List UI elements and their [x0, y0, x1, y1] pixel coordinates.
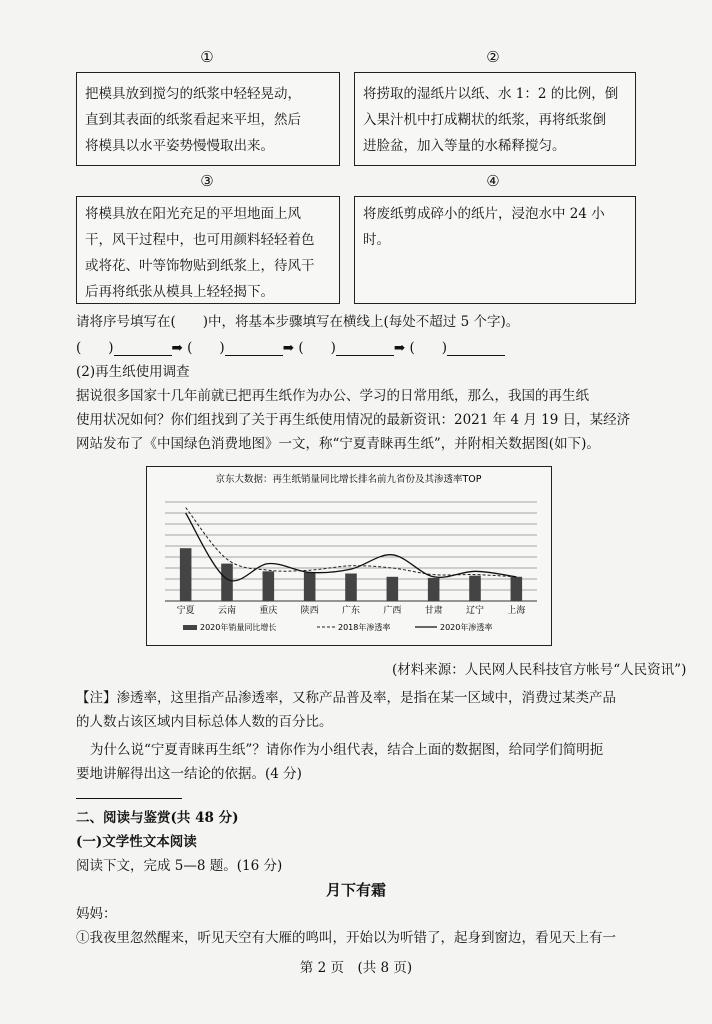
chart-category-label: 陕西: [300, 606, 319, 616]
step-box-4: [354, 196, 636, 304]
step-3-line: 后再将纸张从模具上轻轻揭下。: [85, 284, 274, 300]
step-1-line: 把模具放到搅匀的纸浆中轻轻晃动，: [85, 86, 301, 102]
sequence-flow: [76, 336, 505, 360]
order-paren-1[interactable]: ( ): [76, 340, 114, 356]
order-paren-3[interactable]: ( ): [298, 340, 336, 356]
source-note: (材料来源：人民网人民科技官方帐号“人民资讯”): [392, 662, 687, 678]
chart-line-2020: [186, 513, 517, 581]
step-2-line: 入果汁机中打成糊状的纸浆，再将纸浆倒: [363, 112, 606, 128]
order-paren-2[interactable]: ( ): [187, 340, 225, 356]
fill-instruction: 请将序号填写在( )中，将基本步骤填写在横线上(每处不超过 5 个字)。: [76, 314, 520, 330]
step-box-1: [76, 72, 340, 166]
step-1-line: 直到其表面的纸浆看起来平坦，然后: [85, 112, 301, 128]
part-subtitle: (一)文学性文本阅读: [76, 834, 197, 850]
chart-category-label: 广西: [383, 606, 402, 616]
chart-category-label: 重庆: [259, 606, 278, 616]
story-title: 月下有霜: [325, 881, 386, 899]
step-number-4: ④: [486, 172, 500, 190]
step-number-3: ③: [200, 172, 214, 190]
chart-bar: [387, 577, 399, 601]
chart-category-label: 甘肃: [424, 606, 443, 616]
step-3-line: 将模具放在阳光充足的平坦地面上风: [85, 206, 301, 222]
question-line: 为什么说“宁夏青睐再生纸”？请你作为小组代表，结合上面的数据图，给同学们简明扼: [90, 742, 604, 758]
story-paragraph: ①我夜里忽然醒来，听见天空有大雁的鸣叫，开始以为听错了，起身到窗边，看见天上有一: [76, 930, 616, 946]
arrow-icon: ➡: [171, 340, 183, 356]
arrow-icon: ➡: [282, 340, 295, 356]
chart-category-label: 辽宁: [465, 606, 485, 616]
chart-category-label: 上海: [507, 606, 526, 616]
legend-label: 2020年销量同比增长: [200, 623, 277, 632]
recycled-paper-chart: [146, 466, 552, 646]
step-box-3: [76, 196, 340, 304]
question-line: 要地讲解得出这一结论的依据。(4 分): [76, 766, 302, 782]
part-title: 二、阅读与鉴赏(共 48 分): [76, 810, 239, 826]
step-1-line: 将模具以水平姿势慢慢取出来。: [85, 138, 274, 154]
story-greeting: 妈妈：: [76, 906, 117, 922]
reading-instruction: 阅读下文，完成 5—8 题。(16 分): [76, 858, 283, 874]
step-2-line: 将捞取的湿纸片以纸、水 1：2 的比例，倒: [363, 86, 619, 102]
chart-bar: [345, 574, 357, 602]
chart-bar: [263, 571, 275, 601]
chart-category-label: 宁夏: [176, 606, 195, 616]
paragraph-line: 据说很多国家十几年前就已把再生纸作为办公、学习的日常用纸，那么，我国的再生纸: [76, 388, 589, 404]
page-footer: 第 2 页 (共 8 页): [299, 960, 413, 976]
step-box-2: [354, 72, 636, 166]
step-3-line: 或将花、叶等饰物贴到纸浆上，待风干: [85, 258, 315, 274]
step-blank-2[interactable]: [225, 341, 283, 356]
step-number-2: ②: [486, 48, 500, 66]
legend-swatch-bar: [183, 625, 197, 630]
divider: [76, 798, 182, 799]
step-3-line: 干，风干过程中，也可用颜料轻轻着色: [85, 232, 315, 248]
note-line: 的人数占该区域内目标总体人数的百分比。: [76, 714, 333, 730]
step-blank-1[interactable]: [114, 341, 172, 356]
step-2-line: 进脸盆，加入等量的水稀释搅匀。: [363, 138, 566, 154]
chart-bar: [511, 577, 523, 601]
chart-title: 京东大数据：再生纸销量同比增长排名前九省份及其渗透率TOP: [215, 474, 482, 485]
step-number-1: ①: [200, 48, 214, 66]
chart-category-label: 广东: [341, 606, 361, 616]
chart-bar: [180, 548, 192, 601]
step-blank-4[interactable]: [447, 341, 505, 356]
order-paren-4[interactable]: ( ): [409, 340, 448, 356]
legend-label: 2018年渗透率: [338, 623, 391, 632]
paragraph-line: 网站发布了《中国绿色消费地图》一文，称“宁夏青睐再生纸”，并附相关数据图(如下)。: [76, 436, 600, 452]
chart-bar: [221, 564, 233, 601]
chart-canvas: [147, 467, 550, 644]
chart-bar: [469, 576, 481, 601]
step-blank-3[interactable]: [336, 341, 394, 356]
paragraph-line: 使用状况如何？你们组找到了关于再生纸使用情况的最新资讯：2021 年 4 月 19 日，某经济: [76, 412, 631, 428]
arrow-icon: ➡: [393, 340, 406, 356]
legend-label: 2020年渗透率: [440, 623, 493, 632]
section-title: (2)再生纸使用调查: [76, 364, 190, 380]
step-4-line: 将废纸剪成碎小的纸片，浸泡水中 24 小: [363, 206, 605, 222]
chart-bar: [304, 572, 316, 601]
chart-bar: [428, 578, 440, 601]
chart-category-label: 云南: [217, 606, 237, 616]
step-4-line: 时。: [363, 232, 390, 248]
note-line: 【注】渗透率，这里指产品渗透率，又称产品普及率，是指在某一区域中，消费过某类产品: [76, 690, 616, 706]
chart-line-2018: [186, 508, 517, 577]
